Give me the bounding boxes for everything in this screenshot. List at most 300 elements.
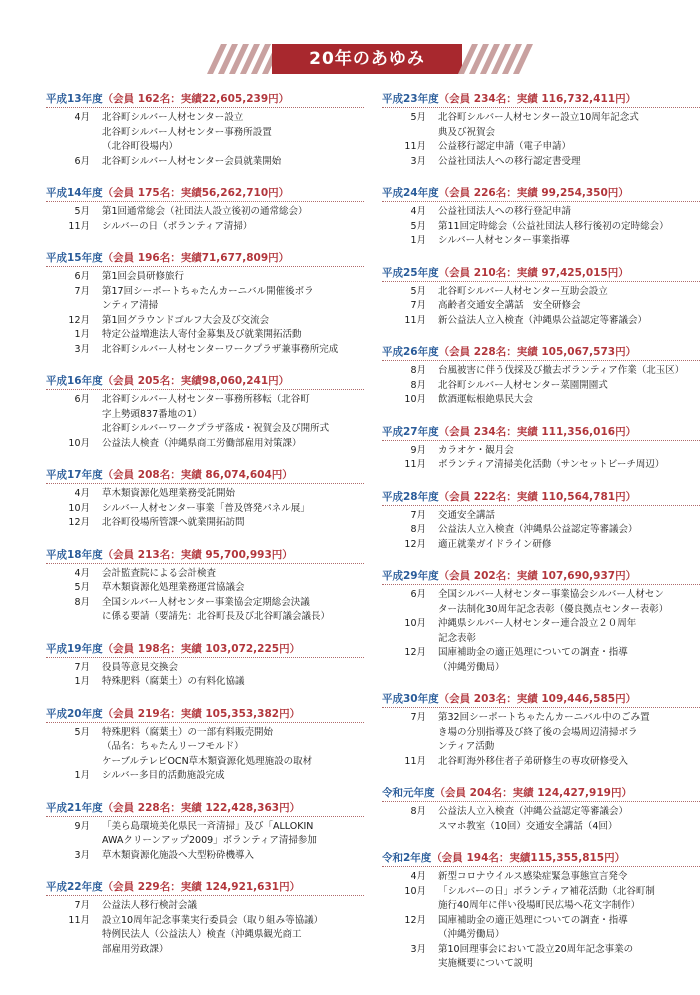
fiscal-year-label: 平成14年度 (46, 187, 103, 199)
year-section (46, 374, 364, 451)
event-month: 10月 (404, 885, 426, 897)
event-description (438, 870, 700, 885)
event-description (102, 314, 364, 329)
year-heading (382, 490, 700, 506)
members-and-results: （会員 234名：実績 111,356,016円） (438, 425, 637, 438)
year-section (382, 266, 700, 329)
year-section (382, 345, 700, 408)
event-line: 第17回シーポートちゃたんカーニバル開催後ボラ (102, 285, 314, 297)
event-description (102, 849, 364, 864)
event-row (46, 596, 364, 625)
event-row (46, 516, 364, 531)
event-month: 10月 (404, 394, 426, 405)
event-month: 11月 (68, 220, 90, 232)
event-line: 公益社団法人への移行登記申請 (438, 206, 572, 217)
fiscal-year-label: 平成28年度 (382, 490, 439, 503)
event-month: 6月 (74, 394, 90, 405)
year-heading (46, 880, 364, 896)
members-and-results: （会員 229名：実績 124,921,631円） (102, 881, 301, 893)
event-month: 4月 (74, 112, 90, 123)
event-month: 8月 (410, 806, 426, 817)
event-line: 「シルバーの日」ボランティア補花活動（北谷町制 (438, 885, 655, 897)
event-line: き場の分別指導及び終了後の会場周辺清掃ボラ (438, 726, 638, 738)
fiscal-year-label: 平成24年度 (382, 187, 439, 199)
event-row (382, 444, 700, 459)
event-month: 11月 (404, 755, 426, 767)
event-description (102, 502, 364, 517)
event-row (46, 769, 364, 784)
title-banner (0, 44, 700, 74)
year-heading (46, 468, 364, 484)
event-month: 7月 (410, 509, 426, 521)
event-month: 5月 (410, 220, 426, 232)
event-row (382, 393, 700, 408)
members-and-results: （会員 234名：実績 116,732,411円） (438, 93, 637, 105)
event-line: 設立10周年記念事業実行委員会（取り組み等協議） (102, 914, 324, 926)
event-row (46, 285, 364, 314)
year-heading (382, 851, 700, 867)
event-line: 北谷町役場所管課へ就業開拓訪問 (102, 517, 245, 528)
event-row (382, 140, 700, 155)
event-line: 新公益法人立入検査（沖縄県公益認定等審議会） (438, 314, 648, 326)
event-line: 第11回定時総会（公益社団法人移行後初の定時総会） (438, 220, 669, 232)
fiscal-year-label: 平成20年度 (46, 707, 103, 720)
event-description (102, 675, 364, 690)
event-description (102, 270, 364, 285)
event-row (382, 914, 700, 943)
event-description (102, 914, 364, 958)
event-line: 特定公益増進法人寄付金募集及び就業開拓活動 (102, 329, 302, 340)
members-and-results: （会員 203名：実績 109,446,585円） (438, 693, 637, 705)
event-description (102, 205, 364, 220)
members-and-results: （会員 219名：実績 105,353,382円） (102, 707, 301, 720)
event-description (438, 299, 700, 314)
event-description (438, 444, 700, 459)
event-description (438, 943, 700, 972)
event-month: 11月 (404, 314, 426, 326)
event-month: 1月 (74, 676, 90, 687)
event-line: （沖縄労働局） (438, 929, 505, 940)
year-section (46, 801, 364, 864)
event-description (438, 523, 700, 538)
event-line: 北谷町シルバー人材センター事務所設置 (102, 126, 272, 138)
event-line: （品名：ちゃたんリーフモルド） (102, 741, 244, 752)
event-month: 6月 (74, 271, 90, 282)
members-and-results: （会員 205名：実績98,060,241円） (102, 375, 290, 387)
members-and-results: （会員 228名：実績 105,067,573円） (438, 346, 637, 358)
event-row (382, 617, 700, 646)
event-row (46, 726, 364, 770)
event-row (46, 393, 364, 437)
year-section (382, 490, 700, 553)
year-heading (46, 92, 364, 108)
year-section (46, 186, 364, 234)
event-line: 交通安全講話 (438, 509, 496, 521)
event-line: 北谷町シルバー人材センターワークプラザ兼事務所完成 (102, 343, 339, 355)
event-line: 典及び祝賀会 (438, 126, 496, 138)
members-and-results: （会員 194名：実績115,355,815円） (431, 852, 626, 864)
event-line: シルバー人材センター事業指導 (438, 235, 570, 246)
event-line: 沖縄県シルバー人材センター連合設立２０周年 (438, 618, 637, 629)
event-row (382, 379, 700, 394)
members-and-results: （会員 162名：実績22,605,239円） (102, 93, 290, 105)
event-description (438, 111, 700, 140)
event-line: （北谷町役場内） (102, 141, 179, 152)
year-heading (46, 642, 364, 658)
event-description (438, 509, 700, 524)
event-description (438, 220, 700, 235)
event-row (46, 914, 364, 958)
year-section (382, 851, 700, 972)
year-section (46, 642, 364, 690)
event-row (46, 567, 364, 582)
event-line: 施行40周年に伴い役場町民広場へ花文字制作） (438, 900, 641, 911)
event-line: 北谷町シルバー人材センター会員就業開始 (102, 155, 282, 167)
event-month: 5月 (74, 206, 90, 217)
event-row (382, 885, 700, 914)
event-month: 4月 (74, 567, 90, 579)
event-line: シルバーの日（ボランティア清掃） (102, 220, 253, 232)
event-line: 北谷町シルバー人材センター互助会設立 (438, 285, 608, 297)
left-column (46, 92, 364, 974)
event-line: 特殊肥料（腐葉土）の一部有料販売開始 (102, 726, 274, 738)
event-month: 3月 (410, 943, 426, 955)
fiscal-year-label: 平成22年度 (46, 881, 103, 893)
fiscal-year-label: 令和元年度 (382, 787, 435, 799)
event-month: 3月 (74, 343, 90, 355)
event-description (102, 220, 364, 235)
event-description (438, 379, 700, 394)
event-month: 6月 (74, 155, 90, 167)
event-line: 適正就業ガイドライン研修 (438, 538, 552, 550)
event-month: 7月 (74, 900, 90, 911)
event-month: 8月 (410, 365, 426, 376)
event-line: 会計監査院による会計検査 (102, 567, 217, 579)
event-line: 公益移行認定申請（電子申請） (438, 141, 572, 152)
event-line: 第32回シーポートちゃたんカーニバル中のごみ置 (438, 712, 650, 723)
event-month: 10月 (68, 502, 90, 514)
members-and-results: （会員 196名：実績71,677,809円） (102, 252, 290, 264)
event-description (438, 914, 700, 943)
members-and-results: （会員 202名：実績 107,690,937円） (438, 570, 637, 582)
event-line: 草木類資源化処理業務運営協議会 (102, 582, 245, 593)
year-heading (382, 786, 700, 802)
event-line: 国庫補助金の適正処理についての調査・指導 (438, 647, 628, 658)
event-description (438, 885, 700, 914)
event-description (102, 769, 364, 784)
fiscal-year-label: 平成16年度 (46, 375, 103, 387)
event-description (438, 393, 700, 408)
event-month: 11月 (404, 459, 426, 470)
event-row (46, 502, 364, 517)
year-heading (46, 186, 364, 202)
event-description (102, 581, 364, 596)
event-description (438, 314, 700, 329)
year-section (382, 692, 700, 769)
event-month: 4月 (410, 206, 426, 217)
event-month: 10月 (404, 618, 426, 629)
event-row (382, 523, 700, 538)
event-row (382, 205, 700, 220)
event-line: 公益法人立入検査（沖縄県公益認定等審議会） (438, 524, 638, 535)
right-stripes-decoration (465, 44, 526, 74)
event-line: 新型コロナウイルス感染症緊急事態宣言発令 (438, 871, 628, 882)
event-row (46, 205, 364, 220)
fiscal-year-label: 平成26年度 (382, 346, 439, 358)
event-row (382, 943, 700, 972)
year-section (382, 92, 700, 169)
event-month: 1月 (74, 329, 90, 340)
event-line: 公益法人検査（沖縄県商工労働部雇用対策課） (102, 437, 302, 449)
year-heading (382, 266, 700, 282)
members-and-results: （会員 204名：実績 124,427,919円） (434, 787, 632, 799)
event-month: 10月 (68, 437, 90, 449)
event-line: 第1回会員研修旅行 (102, 271, 185, 282)
event-row (382, 220, 700, 235)
event-description (438, 617, 700, 646)
event-description (438, 234, 700, 249)
event-line: ター法制化30周年記念表彰（優良拠点センター表彰） (438, 603, 669, 615)
event-line: 北谷町シルバー人材センター設立10周年記念式 (438, 112, 639, 123)
event-line: 第1回通常総会（社団法人設立後初の通常総会） (102, 206, 308, 217)
year-heading (382, 186, 700, 202)
fiscal-year-label: 平成19年度 (46, 642, 103, 655)
event-description (102, 487, 364, 502)
event-line: に係る要請（要請先：北谷町長及び北谷町議会議長） (102, 611, 331, 622)
fiscal-year-label: 平成21年度 (46, 801, 103, 814)
event-month: 5月 (410, 112, 426, 123)
fiscal-year-label: 平成30年度 (382, 693, 439, 705)
year-heading (46, 548, 364, 564)
event-description (438, 285, 700, 300)
event-description (438, 205, 700, 220)
event-line: 公益社団法人への移行認定書受理 (438, 155, 581, 167)
event-line: ケーブルテレビOCN草木類資源化処理施設の取材 (102, 755, 313, 767)
year-section (46, 548, 364, 625)
fiscal-year-label: 平成15年度 (46, 252, 103, 264)
event-month: 6月 (410, 589, 426, 600)
year-heading (382, 345, 700, 361)
fiscal-year-label: 平成29年度 (382, 570, 439, 582)
event-month: 8月 (74, 596, 90, 608)
event-description (102, 111, 364, 155)
event-line: 特例民法人（公益法人）検査（沖縄県観光商工 (102, 929, 302, 940)
event-line: ンティア活動 (438, 741, 495, 752)
year-section (46, 251, 364, 357)
event-description (102, 328, 364, 343)
event-line: カラオケ・観月会 (438, 444, 514, 456)
event-line: 飲酒運転根絶県民大会 (438, 394, 534, 405)
event-line: 台風被害に伴う伐採及び撤去ボランティア作業（北玉区） (438, 365, 685, 376)
year-section (382, 786, 700, 834)
event-row (382, 755, 700, 770)
year-heading (382, 425, 700, 441)
event-description (438, 646, 700, 675)
event-description (438, 755, 700, 770)
event-month: 4月 (74, 488, 90, 499)
event-month: 7月 (410, 300, 426, 311)
event-row (46, 220, 364, 235)
event-month: 12月 (68, 517, 90, 528)
event-month: 5月 (74, 726, 90, 738)
event-month: 7月 (74, 285, 90, 297)
event-description (438, 458, 700, 473)
event-description (102, 516, 364, 531)
event-description (102, 596, 364, 625)
event-description (438, 805, 700, 834)
year-section (46, 880, 364, 957)
year-section (46, 92, 364, 169)
event-line: ボランティア清掃美化活動（サンセットビーチ周辺） (438, 459, 665, 470)
event-row (46, 343, 364, 358)
event-month: 8月 (410, 379, 426, 391)
fiscal-year-label: 平成18年度 (46, 548, 103, 561)
event-row (382, 588, 700, 617)
event-month: 5月 (74, 582, 90, 593)
event-row (382, 870, 700, 885)
event-row (382, 458, 700, 473)
event-line: 実施概要について説明 (438, 958, 533, 969)
event-line: 公益法人立入検査（沖縄公益認定等審議会） (438, 806, 629, 817)
event-description (102, 437, 364, 452)
event-month: 12月 (68, 314, 90, 326)
event-line: スマホ教室（10回）交通安全講話（4回） (438, 820, 618, 832)
event-row (382, 111, 700, 140)
event-row (46, 487, 364, 502)
members-and-results: （会員 208名：実績 86,074,604円） (102, 469, 293, 481)
event-month: 4月 (410, 871, 426, 882)
year-heading (46, 251, 364, 267)
event-row (382, 538, 700, 553)
event-month: 11月 (404, 141, 426, 152)
event-description (438, 538, 700, 553)
year-heading (46, 374, 364, 390)
fiscal-year-label: 平成17年度 (46, 469, 103, 481)
event-description (102, 661, 364, 676)
event-month: 5月 (410, 285, 426, 297)
event-row (46, 849, 364, 864)
fiscal-year-label: 平成27年度 (382, 425, 439, 438)
event-line: ンティア清掃 (102, 300, 159, 311)
year-section (46, 707, 364, 784)
event-row (46, 111, 364, 155)
event-month: 12月 (404, 647, 426, 658)
members-and-results: （会員 175名：実績56,262,710円） (102, 187, 290, 199)
event-line: 全国シルバー人材センター事業協会シルバー人材セン (438, 589, 664, 600)
year-heading (382, 569, 700, 585)
event-line: 国庫補助金の適正処理についての調査・指導 (438, 914, 628, 926)
event-description (102, 343, 364, 358)
event-line: シルバー多目的活動施設完成 (102, 770, 225, 781)
event-line: 第1回グラウンドゴルフ大会及び交流会 (102, 314, 270, 326)
event-row (382, 285, 700, 300)
event-line: 草木類資源化処理業務受託開始 (102, 488, 236, 499)
event-line: 高齢者交通安全講話 安全研修会 (438, 300, 581, 311)
fiscal-year-label: 平成13年度 (46, 93, 103, 105)
event-row (382, 299, 700, 314)
year-section (46, 468, 364, 531)
year-heading (382, 692, 700, 708)
members-and-results: （会員 226名：実績 99,254,350円） (438, 187, 629, 199)
year-heading (46, 801, 364, 817)
event-month: 12月 (404, 914, 426, 926)
event-line: 特殊肥料（腐葉土）の有料化協議 (102, 676, 245, 687)
event-month: 3月 (410, 155, 426, 167)
year-section (382, 186, 700, 249)
event-description (438, 364, 700, 379)
event-description (102, 393, 364, 437)
fiscal-year-label: 令和2年度 (382, 852, 432, 864)
year-section (382, 425, 700, 473)
event-row (46, 820, 364, 849)
event-month: 12月 (404, 538, 426, 550)
left-stripes-decoration (214, 44, 275, 74)
event-description (438, 155, 700, 170)
event-line: （沖縄労働局） (438, 661, 505, 673)
event-row (46, 155, 364, 170)
event-row (46, 581, 364, 596)
event-row (46, 661, 364, 676)
event-month: 7月 (410, 712, 426, 723)
event-description (438, 140, 700, 155)
event-description (102, 155, 364, 170)
event-month: 9月 (74, 820, 90, 832)
event-line: 字上勢頭837番地の1） (102, 408, 203, 420)
event-month: 9月 (410, 444, 426, 456)
event-description (102, 726, 364, 770)
event-row (382, 234, 700, 249)
event-row (382, 364, 700, 379)
event-description (102, 820, 364, 849)
event-row (382, 509, 700, 524)
year-heading (382, 92, 700, 108)
event-row (46, 270, 364, 285)
event-month: 11月 (68, 914, 90, 926)
event-month: 3月 (74, 849, 90, 861)
event-row (46, 328, 364, 343)
year-heading (46, 707, 364, 723)
event-description (102, 899, 364, 914)
members-and-results: （会員 198名：実績 103,072,225円） (102, 642, 301, 655)
event-description (438, 588, 700, 617)
members-and-results: （会員 210名：実績 97,425,015円） (438, 266, 629, 279)
event-month: 7月 (74, 661, 90, 673)
event-description (438, 711, 700, 755)
page-title: 20年のあゆみ (272, 44, 462, 74)
event-line: 北谷町海外移住者子弟研修生の専攻研修受入 (438, 755, 629, 767)
event-row (382, 155, 700, 170)
event-line: 北谷町シルバー人材センター設立 (102, 112, 244, 123)
event-line: 「美ら島環境美化県民一斉清掃」及び「ALLOKIN (102, 820, 314, 832)
event-description (102, 285, 364, 314)
fiscal-year-label: 平成25年度 (382, 266, 439, 279)
event-line: 役員等意見交換会 (102, 661, 179, 673)
members-and-results: （会員 213名：実績 95,700,993円） (102, 548, 293, 561)
event-row (46, 437, 364, 452)
event-line: 記念表彰 (438, 632, 477, 644)
event-line: 部雇用労政課） (102, 943, 169, 955)
event-line: 草木類資源化施設へ大型粉砕機導入 (102, 849, 255, 861)
members-and-results: （会員 228名：実績 122,428,363円） (102, 801, 301, 814)
event-row (46, 675, 364, 690)
event-month: 8月 (410, 524, 426, 535)
event-row (46, 314, 364, 329)
event-row (382, 805, 700, 834)
event-line: 北谷町シルバー人材センター事務所移転（北谷町 (102, 394, 310, 405)
event-row (382, 711, 700, 755)
fiscal-year-label: 平成23年度 (382, 93, 439, 105)
event-line: 北谷町シルバー人材センター菜園開園式 (438, 379, 608, 391)
